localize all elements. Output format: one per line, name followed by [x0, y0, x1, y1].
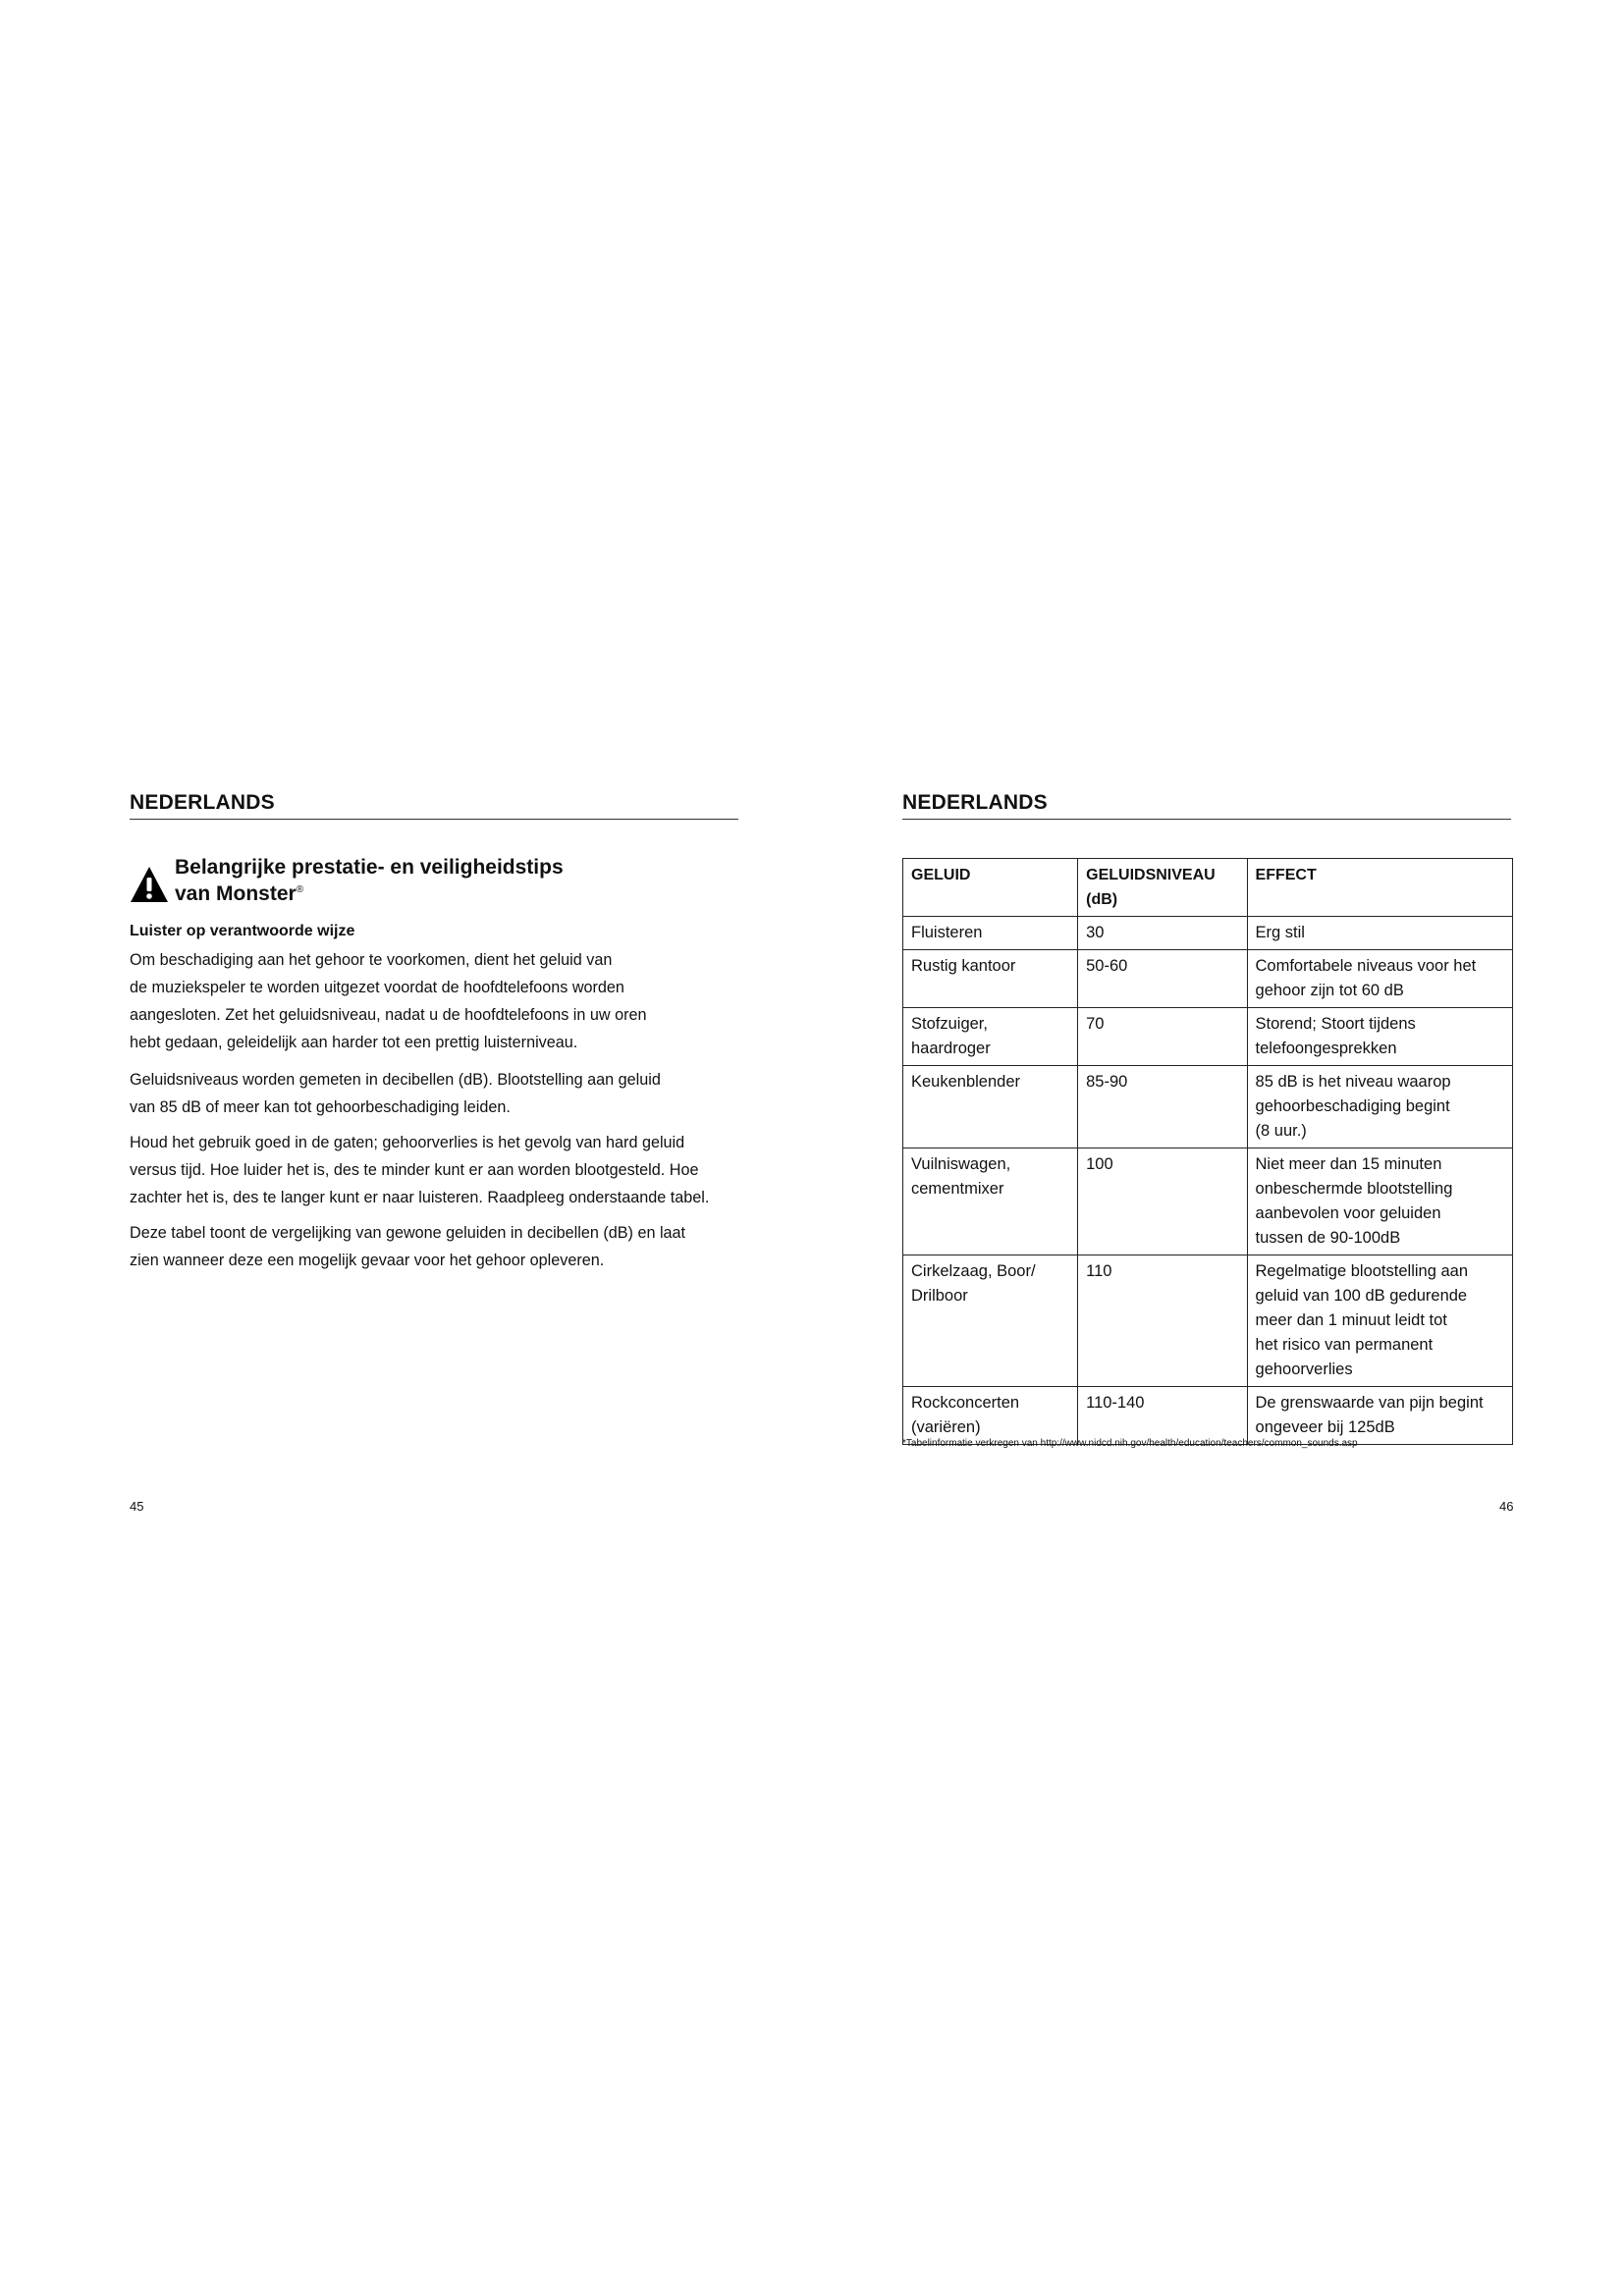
table-row [903, 1066, 1513, 1148]
subheading: Luister op verantwoorde wijze [130, 923, 355, 939]
sound-cell-line: Rockconcerten [911, 1394, 1020, 1412]
effect-cell-line: telefoongesprekken [1255, 1040, 1397, 1057]
effect-cell-line: (8 uur.) [1255, 1122, 1307, 1140]
effect-cell-line: Comfortabele niveaus voor het [1255, 957, 1477, 975]
table-header-row [903, 859, 1513, 917]
sound-cell-line: haardroger [911, 1040, 991, 1057]
registered-mark: ® [296, 884, 304, 895]
effect-cell-line: onbeschermde blootstelling [1255, 1180, 1453, 1198]
table-row [903, 1387, 1513, 1445]
section-title-brand: van Monster [175, 882, 297, 905]
effect-cell-line: aanbevolen voor geluiden [1255, 1204, 1441, 1222]
table-row [903, 1148, 1513, 1255]
page-number: 45 [130, 1499, 144, 1514]
effect-cell-line: De grenswaarde van pijn begint [1255, 1394, 1484, 1412]
effect-cell-line: geluid van 100 dB gedurende [1255, 1287, 1468, 1305]
sound-cell-line: Rustig kantoor [911, 957, 1016, 975]
paragraph-line: de muziekspeler te worden uitgezet voordat de hoofdtelefoons worden [130, 979, 624, 996]
effect-cell [1247, 950, 1512, 1008]
level-cell: 110 [1078, 1255, 1247, 1387]
level-cell: 50-60 [1078, 950, 1247, 1008]
sound-level-table [902, 858, 1513, 1445]
effect-cell [1247, 1008, 1512, 1066]
level-cell: 100 [1078, 1148, 1247, 1255]
level-cell: 70 [1078, 1008, 1247, 1066]
table-footnote: *Tabelinformatie verkregen van http://www.nidcd.nih.gov/health/education/teachers/common_sounds.asp [902, 1438, 1358, 1449]
effect-cell-line: Regelmatige blootstelling aan [1255, 1262, 1468, 1280]
warning-triangle-icon [130, 866, 169, 903]
sound-cell [903, 1066, 1078, 1148]
effect-cell-line: Storend; Stoort tijdens [1255, 1015, 1416, 1033]
page-number: 46 [1499, 1499, 1514, 1514]
sound-cell [903, 1148, 1078, 1255]
sound-cell-line: Stofzuiger, [911, 1015, 988, 1033]
right-page [812, 0, 1624, 2296]
sound-cell-line: Cirkelzaag, Boor/ [911, 1262, 1036, 1280]
effect-cell-line: tussen de 90-100dB [1255, 1229, 1401, 1247]
effect-cell-line: gehoorverlies [1255, 1361, 1353, 1378]
paragraph-line: zachter het is, des te langer kunt er naar luisteren. Raadpleeg onderstaande tabel. [130, 1189, 710, 1206]
safety-title-block [130, 856, 758, 909]
paragraph-line: van 85 dB of meer kan tot gehoorbeschadiging leiden. [130, 1098, 511, 1116]
paragraph-line: zien wanneer deze een mogelijk gevaar voor het gehoor opleveren. [130, 1252, 605, 1269]
sound-cell-line: Drilboor [911, 1287, 968, 1305]
effect-cell [1247, 1148, 1512, 1255]
sound-cell-line: Vuilniswagen, [911, 1155, 1011, 1173]
paragraph-line: aangesloten. Zet het geluidsniveau, nadat u de hoofdtelefoons in uw oren [130, 1006, 647, 1024]
effect-cell [1247, 917, 1512, 950]
effect-cell [1247, 1387, 1512, 1445]
sound-cell-line: cementmixer [911, 1180, 1004, 1198]
table-row [903, 1255, 1513, 1387]
sound-cell-line: (variëren) [911, 1418, 981, 1436]
paragraph-1 [130, 946, 748, 1056]
effect-cell-line: Erg stil [1255, 924, 1305, 941]
paragraph-2 [130, 1066, 748, 1121]
table-row [903, 917, 1513, 950]
level-cell: 85-90 [1078, 1066, 1247, 1148]
page-header: NEDERLANDS [130, 791, 738, 820]
sound-cell [903, 1255, 1078, 1387]
level-cell: 30 [1078, 917, 1247, 950]
column-header-level: GELUIDSNIVEAU (dB) [1078, 859, 1247, 917]
paragraph-line: versus tijd. Hoe luider het is, des te minder kunt er aan worden blootgesteld. Hoe [130, 1161, 699, 1179]
effect-cell-line: het risico van permanent [1255, 1336, 1434, 1354]
effect-cell-line: meer dan 1 minuut leidt tot [1255, 1311, 1447, 1329]
effect-cell [1247, 1066, 1512, 1148]
section-title-line-1: Belangrijke prestatie- en veiligheidstips [175, 856, 564, 879]
effect-cell-line: gehoorbeschadiging begint [1255, 1097, 1450, 1115]
effect-cell-line: ongeveer bij 125dB [1255, 1418, 1395, 1436]
sound-cell [903, 917, 1078, 950]
effect-cell-line: 85 dB is het niveau waarop [1255, 1073, 1451, 1091]
sound-cell [903, 1387, 1078, 1445]
sound-cell-line: Keukenblender [911, 1073, 1021, 1091]
table-row [903, 1008, 1513, 1066]
column-header-effect: EFFECT [1247, 859, 1512, 917]
effect-cell-line: Niet meer dan 15 minuten [1255, 1155, 1442, 1173]
paragraph-line: Geluidsniveaus worden gemeten in decibellen (dB). Blootstelling aan geluid [130, 1071, 661, 1089]
sound-cell [903, 950, 1078, 1008]
effect-cell [1247, 1255, 1512, 1387]
paragraph-4 [130, 1219, 748, 1274]
sound-cell [903, 1008, 1078, 1066]
section-title-line-2 [175, 882, 303, 906]
effect-cell-line: gehoor zijn tot 60 dB [1255, 982, 1404, 999]
column-header-sound: GELUID [903, 859, 1078, 917]
paragraph-line: Deze tabel toont de vergelijking van gewone geluiden in decibellen (dB) en laat [130, 1224, 686, 1242]
paragraph-line: Houd het gebruik goed in de gaten; gehoorverlies is het gevolg van hard geluid [130, 1134, 685, 1151]
paragraph-line: Om beschadiging aan het gehoor te voorkomen, dient het geluid van [130, 951, 613, 969]
sound-cell-line: Fluisteren [911, 924, 983, 941]
table-row [903, 950, 1513, 1008]
page-header: NEDERLANDS [902, 791, 1511, 820]
paragraph-line: hebt gedaan, geleidelijk aan harder tot een prettig luisterniveau. [130, 1034, 578, 1051]
paragraph-3 [130, 1129, 748, 1211]
level-cell: 110-140 [1078, 1387, 1247, 1445]
